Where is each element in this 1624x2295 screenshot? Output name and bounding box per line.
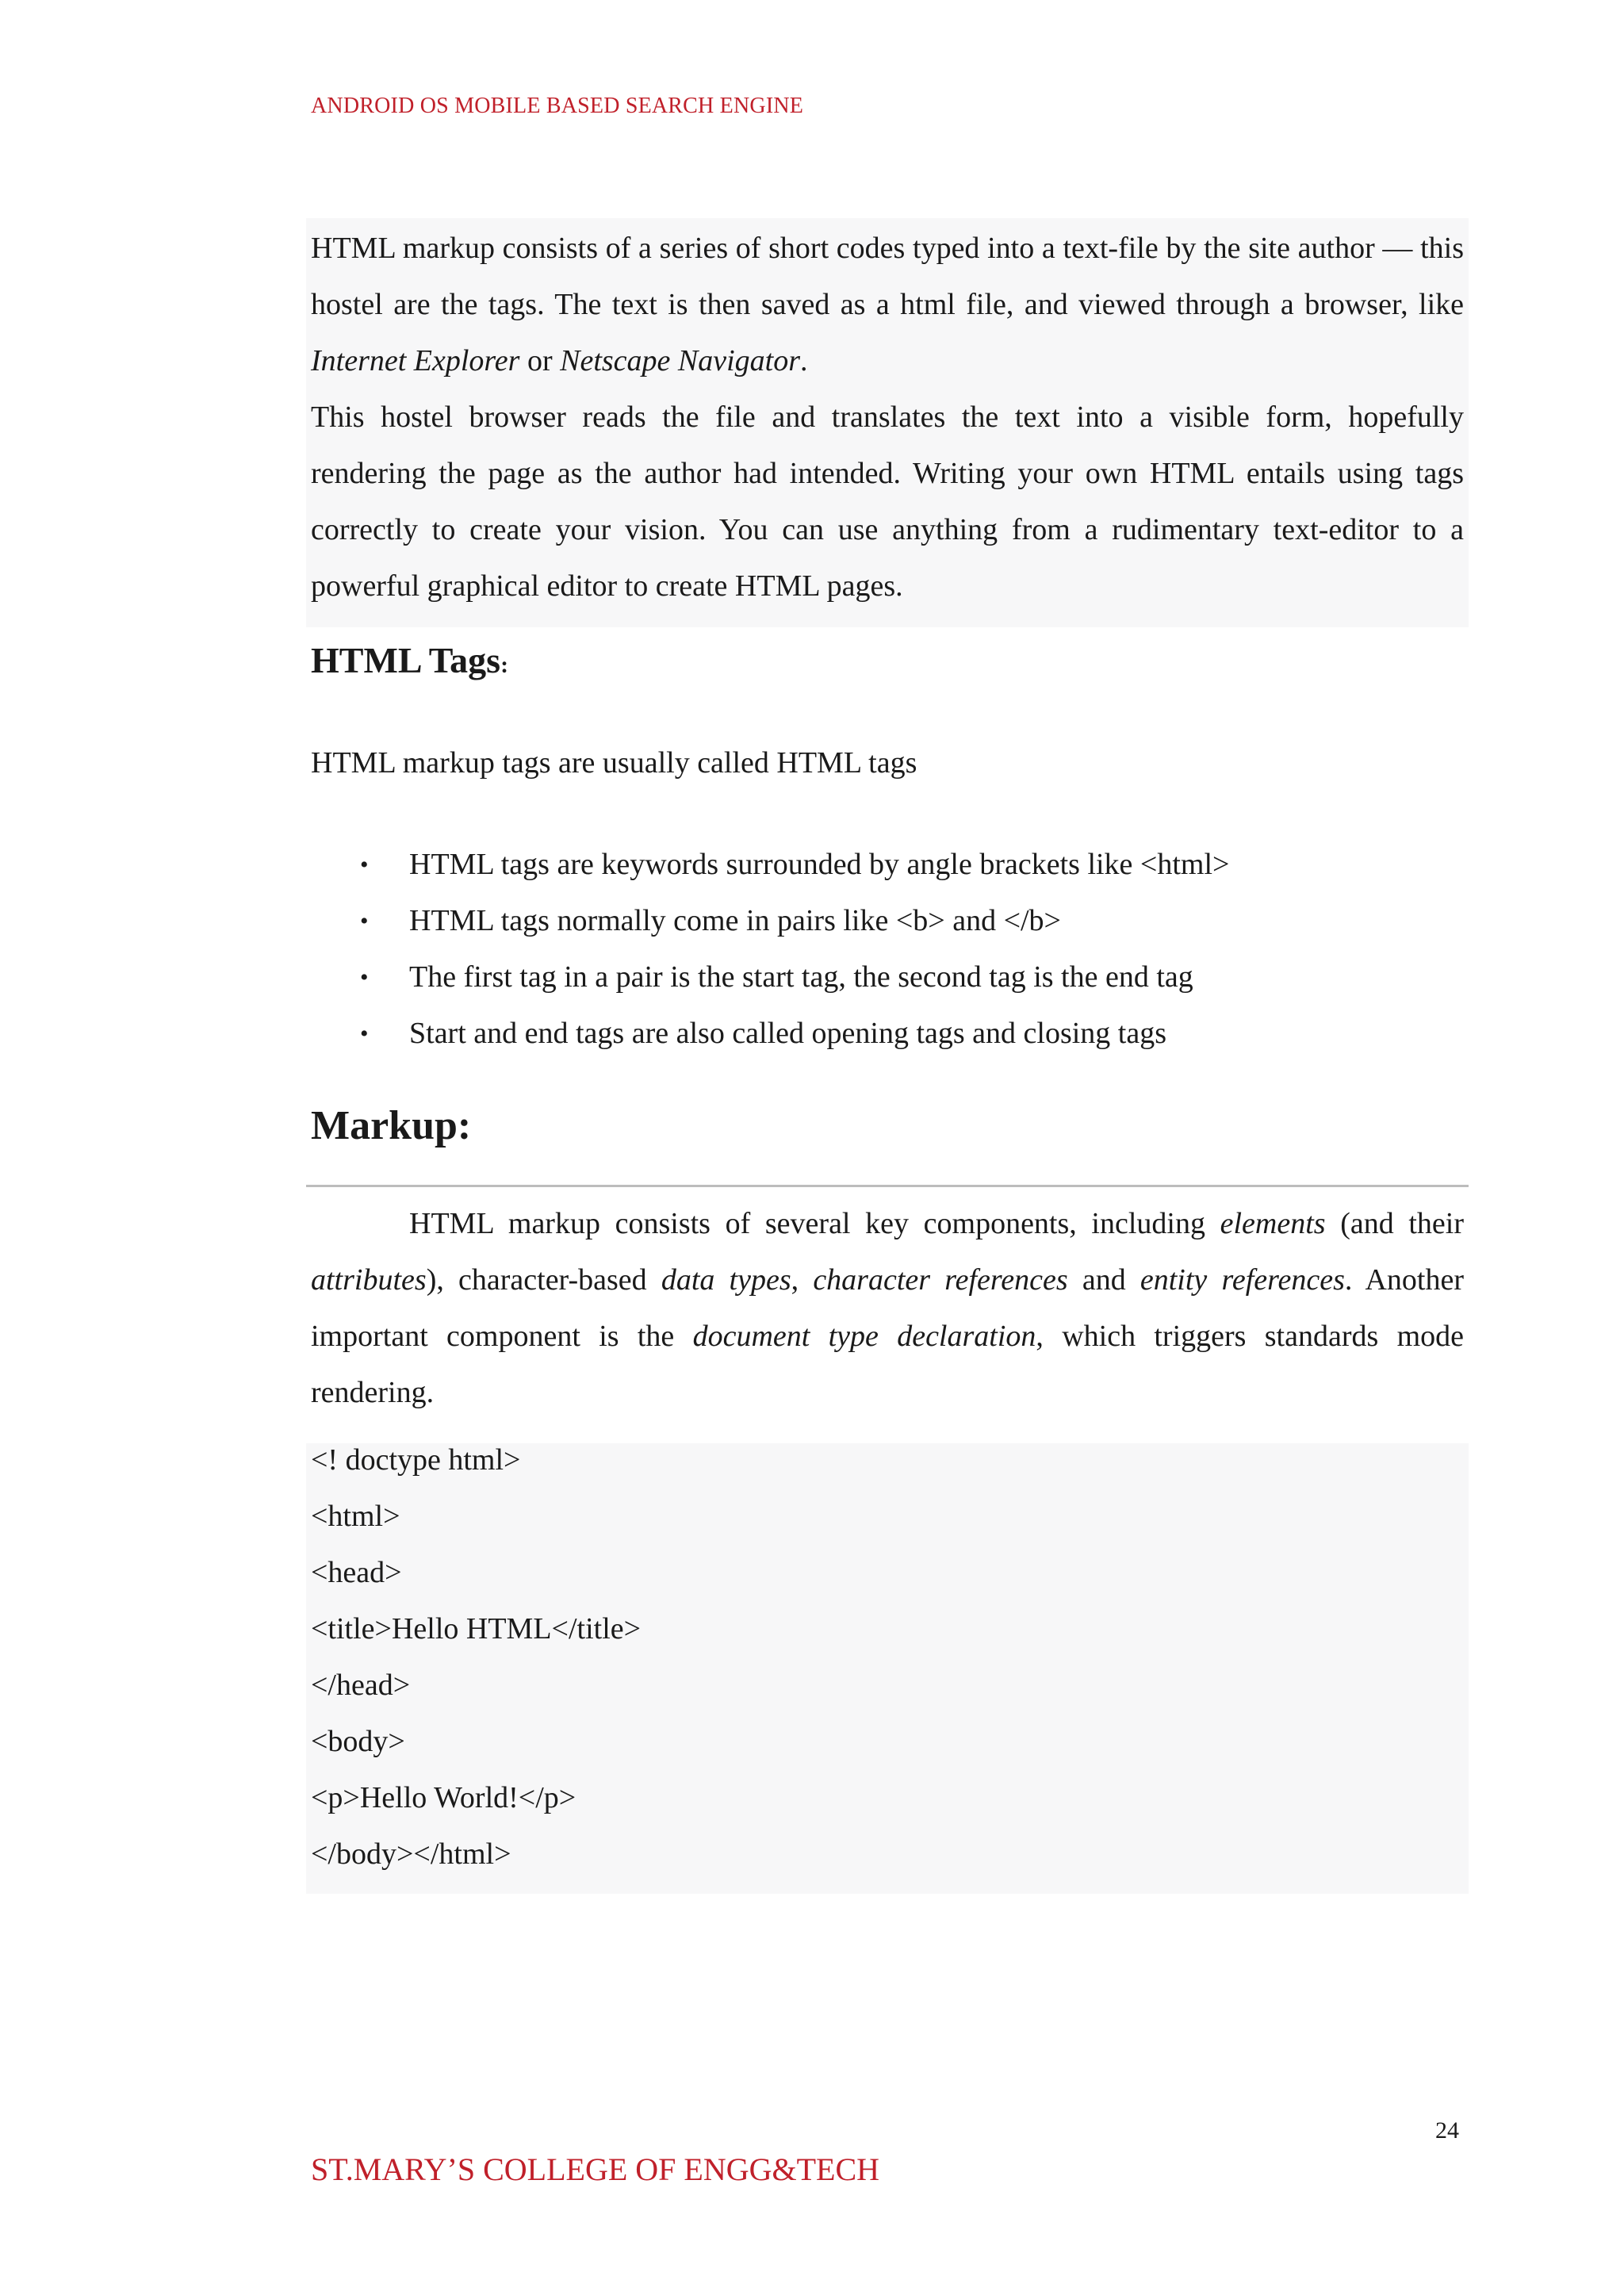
markup-text-1: HTML markup consists of several key components, including (409, 1207, 1220, 1240)
markup-paragraph-text (311, 1196, 1464, 1421)
term-document-type-declaration: document type declaration (692, 1320, 1036, 1353)
code-line: <p>Hello World!</p> (311, 1781, 576, 1814)
markup-heading: Markup: (311, 1103, 472, 1148)
code-line: <title>Hello HTML</title> (311, 1612, 642, 1646)
bullet-icon: • (360, 852, 369, 878)
list-item-text: The first tag in a pair is the start tag, the second tag is the end tag (409, 960, 1193, 994)
html-tags-heading (311, 639, 508, 681)
list-item (311, 893, 1229, 949)
page-number: 24 (1435, 2117, 1459, 2144)
code-example (311, 1432, 1464, 1883)
markup-paragraph (311, 1196, 1464, 1421)
bullet-icon: • (360, 1021, 369, 1047)
term-elements: elements (1220, 1207, 1326, 1240)
section-divider (306, 1185, 1469, 1187)
markup-text-5: and (1067, 1263, 1140, 1297)
html-tags-heading-text: HTML Tags (311, 640, 501, 680)
list-item (311, 949, 1229, 1006)
term-data-types: data types (661, 1263, 791, 1297)
list-item-text: HTML tags are keywords surrounded by angle brackets like <html> (409, 848, 1230, 881)
code-line: </head> (311, 1669, 411, 1702)
browser-name-netscape: Netscape Navigator (560, 344, 801, 377)
intro-text: HTML markup consists of a series of short codes typed into a text-file by the site author — this hostel are the tags. The text is then saved as a html file, and viewed through a browser, like (311, 232, 1464, 321)
html-tags-intro: HTML markup tags are usually called HTML tags (311, 746, 917, 780)
list-item-text: Start and end tags are also called opening tags and closing tags (409, 1017, 1167, 1050)
bullet-icon: • (360, 908, 369, 934)
code-line: <html> (311, 1500, 400, 1533)
list-item-text: HTML tags normally come in pairs like <b> and </b> (409, 904, 1061, 937)
intro-paragraph-1 (311, 220, 1464, 389)
markup-text-7: , which triggers standards mode rendering. (311, 1320, 1465, 1409)
footer-college: ST.MARY’S COLLEGE OF ENGG&TECH (311, 2151, 880, 2187)
term-attributes: attributes (311, 1263, 427, 1297)
code-line: </body></html> (311, 1837, 511, 1871)
html-tags-heading-colon: : (500, 652, 509, 678)
intro-period: . (800, 344, 808, 377)
markup-text-4: , (791, 1263, 814, 1297)
list-item (311, 837, 1229, 893)
intro-paragraph (311, 220, 1464, 615)
code-line: <! doctype html> (311, 1443, 521, 1477)
html-tags-bullet-list (311, 837, 1229, 1062)
code-line: <head> (311, 1556, 402, 1589)
markup-text-2: (and their (1325, 1207, 1465, 1240)
term-entity-references: entity references (1139, 1263, 1345, 1297)
markup-text-6: . Another important component is the (311, 1263, 1464, 1353)
term-character-references: character references (813, 1263, 1068, 1297)
markup-text-3: ), character-based (426, 1263, 661, 1297)
intro-or: or (519, 344, 561, 377)
running-header: ANDROID OS MOBILE BASED SEARCH ENGINE (311, 94, 804, 118)
code-line: <body> (311, 1725, 405, 1758)
browser-name-ie: Internet Explorer (311, 344, 520, 377)
list-item (311, 1006, 1229, 1062)
bullet-icon: • (360, 964, 369, 990)
intro-paragraph-2: This hostel browser reads the file and translates the text into a visible form, hopefully rendering the page as the author had intended. Writing your own HTML entails using tags correctly to create your vision. You can use anything from a rudimentary text-editor to a powerful graphical editor to create HTML pages. (311, 400, 1464, 603)
